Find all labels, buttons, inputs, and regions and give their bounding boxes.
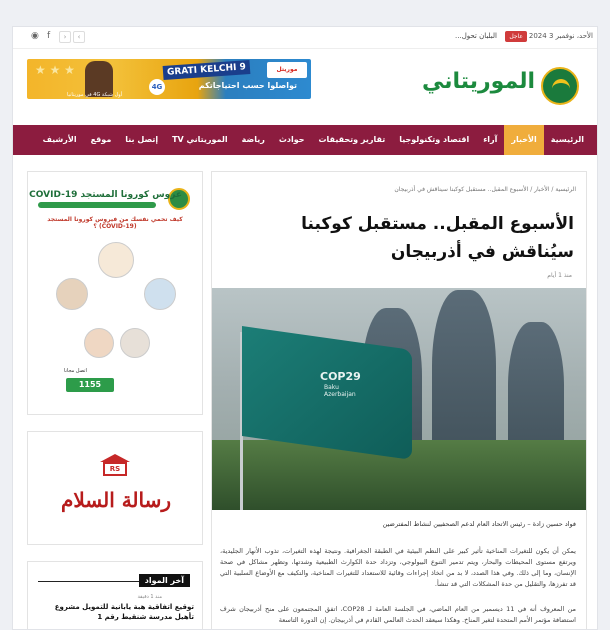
header-ad-banner[interactable] <box>27 59 311 99</box>
latest-item-title[interactable]: توقيع اتفاقية هبة يابانية للتمويل مشروع تأهيل مدرسة شنقيط رقم 1 <box>54 603 194 621</box>
flag-subtitle: Baku Azerbaijan <box>324 384 356 398</box>
sidebar-risala-ad[interactable] <box>27 431 203 545</box>
current-date: الأحد، نوفمبر 3 2024 <box>528 32 593 40</box>
article-title: الأسبوع المقبل.. مستقبل كوكبنا سيُناقش في أذربيجان <box>301 214 574 262</box>
sidebar-covid-ad[interactable] <box>27 171 203 415</box>
covid-ad-title: عروس كورونا المستجد COVID-19 <box>29 190 182 200</box>
tip-image-1 <box>98 242 134 278</box>
page-container <box>12 26 598 630</box>
breadcrumb[interactable]: الرئيسية / الأخبار / الأسبوع المقبل.. مستقبل كوكبنا سيناقش في أذربيجان <box>394 186 576 193</box>
article-paragraph-2: من المعروف أنه في 11 ديسمبر من العام الماضي، في الجلسة العامة لـ COP28، اتفق المجتمعون على منح أذربيجان شرف استضافة مؤتمر الأمم المتحدة لتغير المناخ. وهكذا سيعقد الحدث العالمي القادم في أذربيجان. إن الدورة التاسعة <box>220 605 576 624</box>
latest-heading: آخر المواد <box>139 574 190 587</box>
ad-4g-badge: 4G <box>149 79 165 95</box>
nav-item-sports[interactable]: رياضة <box>241 135 265 144</box>
article-date: منذ 1 أيام <box>547 272 572 279</box>
tip-image-3 <box>144 278 176 310</box>
top-bar <box>13 27 598 49</box>
widget-header-line <box>38 581 142 582</box>
latest-date: منذ 1 دقيقة <box>137 594 162 600</box>
facebook-icon[interactable]: f <box>47 31 51 41</box>
nav-item-archive[interactable]: الأرشيف <box>42 135 77 144</box>
logo-emblem-icon <box>541 67 579 105</box>
risala-logo <box>100 454 130 476</box>
ad-small-text: أول شبكة 4G في موريتانيا <box>67 92 123 98</box>
nav-item-reports[interactable]: تقارير وتحقيقات <box>318 135 386 144</box>
main-nav <box>13 125 598 155</box>
nav-item-site[interactable]: موقع <box>90 135 112 144</box>
rss-icon[interactable]: ◉ <box>31 31 39 41</box>
rs-logo-text: RS <box>103 462 127 476</box>
browser-top-strip <box>0 0 610 22</box>
ad-brand-logo: موريتل <box>267 62 307 78</box>
covid-call-text: اتصل مجانا <box>64 368 87 374</box>
risala-title: رسالة السلام <box>60 488 172 512</box>
flag-title: COP29 <box>320 370 361 383</box>
site-header <box>13 49 598 125</box>
article-hero-image <box>212 288 586 510</box>
stars-icon: ★ ★ ★ <box>35 63 75 77</box>
ticker-prev-button[interactable]: ‹ <box>59 31 71 43</box>
green-swoosh <box>38 202 156 208</box>
site-logo[interactable] <box>419 67 579 107</box>
nav-item-contact[interactable]: إتصل بنا <box>125 135 159 144</box>
news-ticker[interactable]: البلبان تحول... <box>455 32 497 40</box>
house-roof-icon <box>100 454 130 462</box>
ad-subline: تواصلوا حسب احتياجاتكم <box>198 81 297 90</box>
covid-ad-subtitle: كيف تحمي نفسك من فيروس كورونا المستجد (COVID-19) ؟ <box>47 216 183 230</box>
nav-item-opinions[interactable]: آراء <box>483 135 498 144</box>
ticker-next-button[interactable]: › <box>73 31 85 43</box>
covid-green-number[interactable]: 1155 <box>66 378 114 392</box>
site-name: الموريتاني <box>421 69 535 94</box>
tip-image-4 <box>84 328 114 358</box>
article <box>211 171 587 630</box>
nav-item-economy-tech[interactable]: اقتصاد وتكنولوجيا <box>399 135 470 144</box>
image-caption: فواد حسين زادة – رئيس الاتحاد العام لدعم الصحفيين لنشاط المفترضين <box>382 520 576 528</box>
breaking-badge[interactable]: عاجل <box>505 31 527 42</box>
nav-item-incidents[interactable]: حوادث <box>278 135 305 144</box>
nav-item-tv[interactable]: الموريتاني TV <box>172 135 228 144</box>
tip-image-5 <box>120 328 150 358</box>
nav-item-news[interactable]: الأخبار <box>504 125 543 155</box>
tip-image-2 <box>56 278 88 310</box>
article-paragraph-1: يمكن أن يكون للتغيرات المناخية تأثير كبير على النظم البيئية في الطبقة الجغرافية. ونتيجة لهذه التغيرات، تذوب الأنهار الجليدية، ويرتفع مستوى المحيطات والبحار، ويتم تدمير التنوع البيولوجي، وتزداد حدة الكوارث الطبيعية وشدتها، وتظهر مشاكل في صحة الإنسان، وما إلى ذلك. وفي هذا الصدد، لا بد من اتخاذ إجراءات وقائية للاستعداد للتغيرات المناخية، والتكيف مع الأوضاع السلبية التي قد تفرزها، والتقليل من حدة المشكلات التي قد تنشأ. <box>220 547 576 588</box>
sidebar-latest-widget <box>27 561 203 630</box>
nav-item-home[interactable]: الرئيسية <box>550 135 584 144</box>
ad-headline: GRATI KELCHI 9 <box>163 60 251 80</box>
